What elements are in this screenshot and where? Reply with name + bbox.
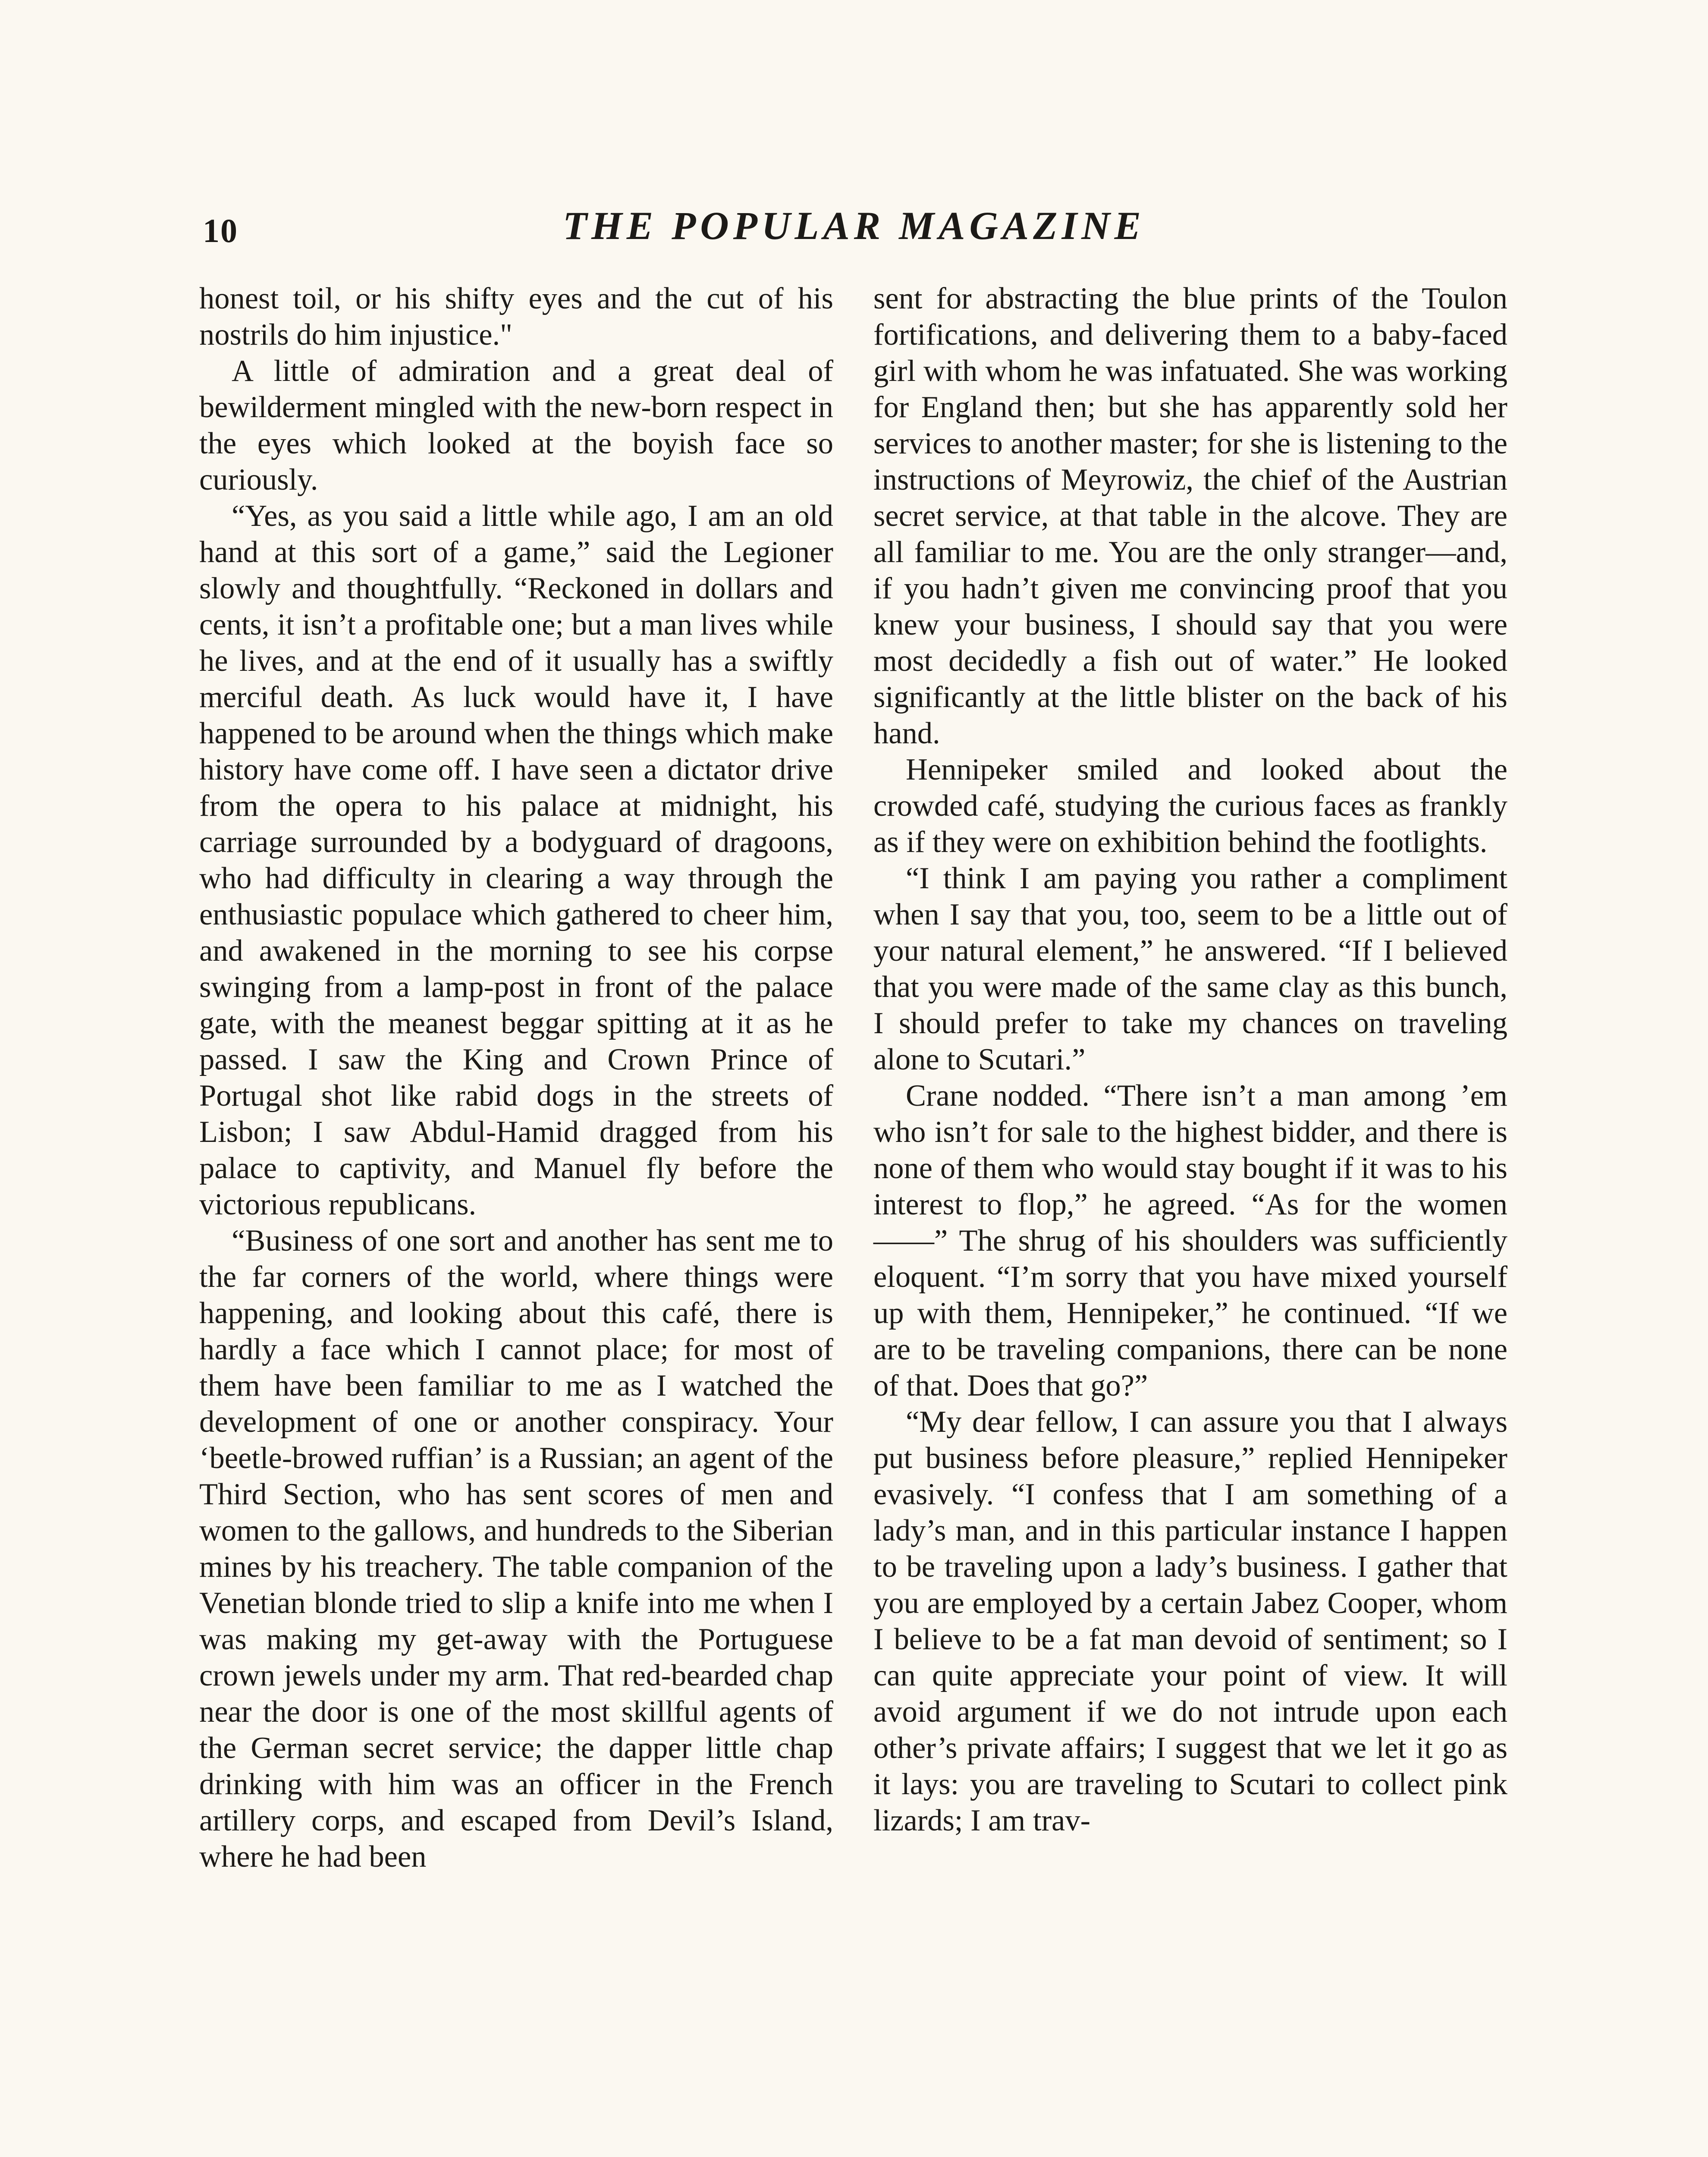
paragraph: “Yes, as you said a little while ago, I am an old hand at this sort of a game,” said the Legioner slowly and thoughtfully. “Reckoned in dollars and cents, it isn’t a profitable one; but a man lives while he lives, and at the end of it usually has a swiftly merciful death. As luck would have it, I have happened to be around when the things which make history have come off. I have seen a dictator drive from the opera to his palace at midnight, his carriage surrounded by a bodyguard of dragoons, who had difficulty in clearing a way through the enthusiastic populace which gathered to cheer him, and awakened in the morning to see his corpse swinging from a lamp-post in front of the palace gate, with the meanest beggar spitting at it as he passed. I saw the King and Crown Prince of Portugal shot like rabid dogs in the streets of Lisbon; I saw Abdul-Hamid dragged from his palace to captivity, and Manuel fly before the victorious republicans. xyxy=(199,499,833,1221)
running-title: THE POPULAR MAGAZINE xyxy=(562,204,1146,248)
page-header xyxy=(198,203,1510,263)
right-column xyxy=(873,280,1507,1839)
paragraph: A little of admiration and a great deal of bewilderment mingled with the new-born respect in the eyes which looked at the boyish face so curiously. xyxy=(199,354,833,497)
paragraph: honest toil, or his shifty eyes and the cut of his nostrils do him injustice." xyxy=(199,282,833,352)
paragraph: Crane nodded. “There isn’t a man among ’em who isn’t for sale to the highest bidder, and there is none of them who would stay bought if it was to his interest to flop,” he agreed. “As for the women——” The shrug of his shoulders was sufficiently eloquent. “I’m sorry that you have mixed yourself up with them, Hennipeker,” he continued. “If we are to be traveling companions, there can be none of that. Does that go?” xyxy=(873,1079,1507,1402)
paragraph: “Business of one sort and another has sent me to the far corners of the world, where things were happening, and looking about this café, there is hardly a face which I cannot place; for most of them have been familiar to me as I watched the development of one or another conspiracy. Your ‘beetle-browed ruffian’ is a Russian; an agent of the Third Section, who has sent scores of men and women to the gallows, and hundreds to the Siberian mines by his treachery. The table companion of the Venetian blonde tried to slip a knife into me when I was making my get-away with the Portuguese crown jewels under my arm. That red-bearded chap near the door is one of the most skillful agents of the German secret service; the dapper little chap drinking with him was an officer in the French artillery corps, and escaped from Devil’s Island, where he had been xyxy=(199,1224,833,1874)
paragraph: Hennipeker smiled and looked about the crowded café, studying the curious faces as frankly as if they were on exhibition behind the footlights. xyxy=(873,753,1507,859)
left-column xyxy=(199,280,833,1875)
paragraph: “My dear fellow, I can assure you that I always put business before pleasure,” replied Hennipeker evasively. “I confess that I am something of a lady’s man, and in this particular instance I happen to be traveling upon a lady’s business. I gather that you are employed by a certain Jabez Cooper, whom I believe to be a fat man devoid of sentiment; so I can quite appreciate your point of view. It will avoid argument if we do not intrude upon each other’s private affairs; I suggest that we let it go as it lays: you are traveling to Scutari to collect pink lizards; I am trav- xyxy=(873,1405,1507,1837)
paragraph: “I think I am paying you rather a compliment when I say that you, too, seem to be a little out of your natural element,” he answered. “If I believed that you were made of the same clay as this bunch, I should prefer to take my chances on traveling alone to Scutari.” xyxy=(873,862,1507,1076)
page-number: 10 xyxy=(203,212,238,249)
paragraph: sent for abstracting the blue prints of the Toulon fortifications, and delivering them to a baby-faced girl with whom he was infatuated. She was working for England then; but she has apparently sold her services to another master; for she is listening to the instructions of Meyrowiz, the chief of the Austrian secret service, at that table in the alcove. They are all familiar to me. You are the only stranger—and, if you hadn’t given me convincing proof that you knew your business, I should say that you were most decidedly a fish out of water.” He looked significantly at the little blister on the back of his hand. xyxy=(873,282,1507,750)
